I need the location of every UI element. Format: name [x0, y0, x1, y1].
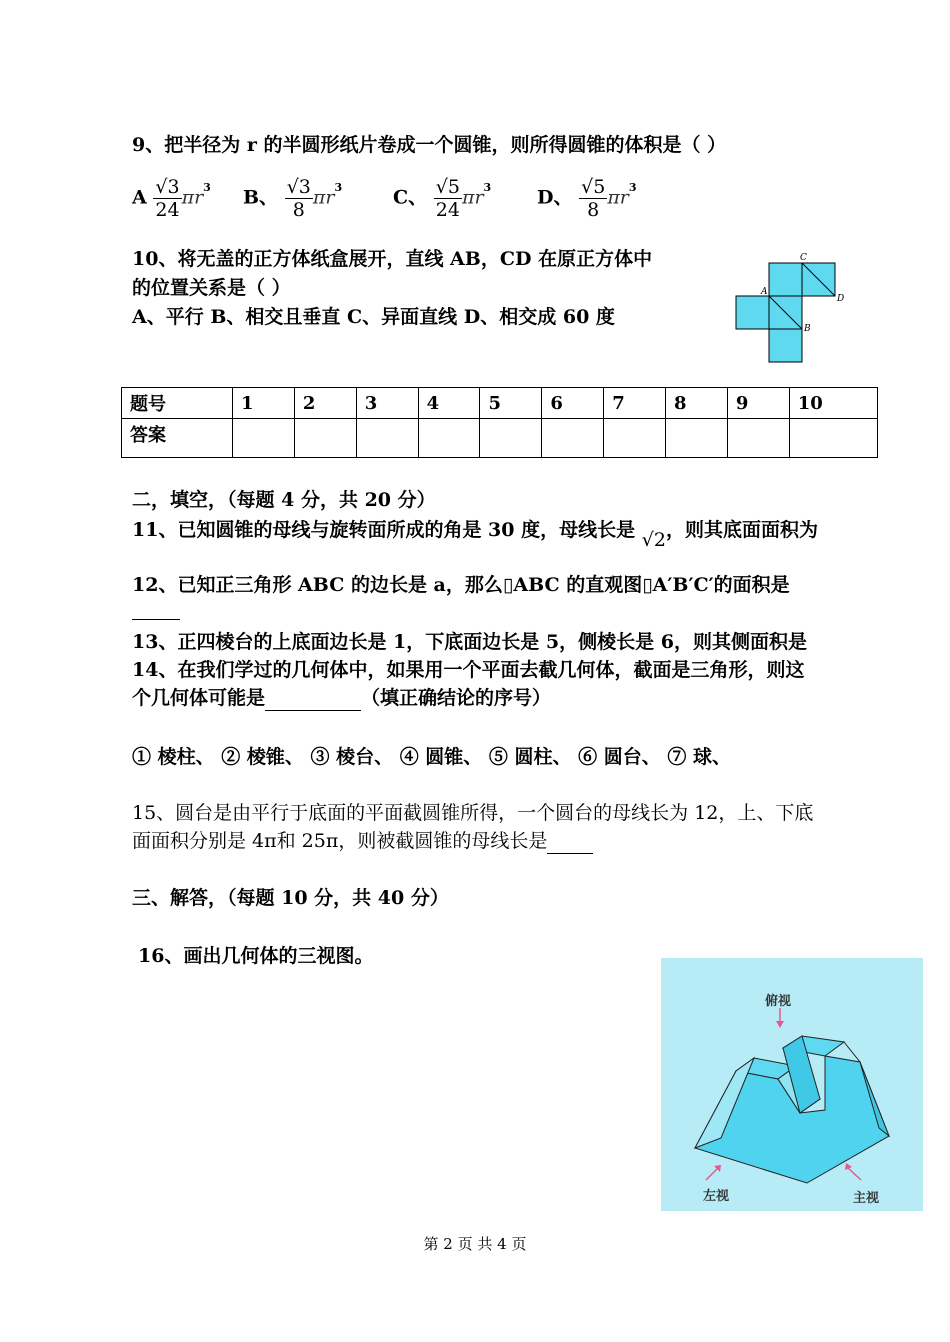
question-14-line2 — [132, 686, 551, 711]
question-12: 12、已知正三角形 ABC 的边长是 a，那么▯ABC 的直观图▯A′B′C′的面积是 — [132, 574, 790, 596]
section-2-heading: 二，填空，（每题 4 分，共 20 分） — [132, 489, 436, 511]
question-14-choices: ① 棱柱、 ② 棱锥、 ③ 棱台、 ④ 圆锥、 ⑤ 圆柱、 ⑥ 圆台、 ⑦ 球、 — [132, 746, 731, 768]
table-cell: 4 — [418, 388, 480, 419]
exponent: 3 — [628, 181, 637, 194]
pi-r: πr — [181, 186, 204, 209]
question-16: 16、画出几何体的三视图。 — [138, 945, 374, 967]
answer-cell[interactable] — [480, 419, 542, 458]
top-view-label: 俯视 — [765, 994, 792, 1009]
table-cell: 3 — [356, 388, 418, 419]
table-cell: 6 — [542, 388, 604, 419]
table-cell: 题号 — [122, 388, 233, 419]
exponent: 3 — [334, 181, 343, 194]
answer-cell[interactable] — [233, 419, 295, 458]
denominator: 24 — [155, 199, 180, 221]
table-row — [122, 388, 878, 419]
exponent: 3 — [203, 181, 211, 194]
table-cell: 7 — [604, 388, 666, 419]
q9-option-d — [537, 176, 637, 221]
front-view-label: 主视 — [853, 1191, 880, 1206]
label-b: B — [804, 324, 811, 334]
numerator: √3 — [286, 176, 311, 198]
question-10-line1: 10、将无盖的正方体纸盒展开，直线 AB，CD 在原正方体中 — [132, 248, 653, 270]
answer-cell[interactable] — [789, 419, 877, 458]
page-footer: 第 2 页 共 4 页 — [423, 1235, 527, 1253]
numerator: √5 — [581, 176, 606, 198]
answer-cell[interactable] — [356, 419, 418, 458]
answer-cell[interactable] — [666, 419, 728, 458]
question-9: 9、把半径为 r 的半圆形纸片卷成一个圆锥，则所得圆锥的体积是（ ） — [132, 134, 727, 156]
q14-text-a: 个几何体可能是 — [132, 687, 266, 709]
cube-net-figure — [730, 250, 850, 365]
fraction — [434, 176, 462, 221]
table-row — [122, 419, 878, 458]
question-14-line1: 14、在我们学过的几何体中，如果用一个平面去截几何体，截面是三角形，则这 — [132, 659, 805, 681]
exponent: 3 — [483, 181, 492, 194]
q15-text: 面面积分别是 4π和 25π，则被截圆锥的母线长是 — [132, 830, 548, 852]
answer-cell[interactable] — [727, 419, 789, 458]
answer-cell[interactable] — [604, 419, 666, 458]
label-a: A — [761, 287, 768, 297]
table-cell: 9 — [727, 388, 789, 419]
fraction — [579, 176, 607, 221]
table-cell: 5 — [480, 388, 542, 419]
question-10-line2: 的位置关系是（ ） — [132, 277, 291, 299]
pi-r: πr — [607, 186, 629, 209]
q15-answer-blank[interactable] — [547, 829, 593, 854]
denominator: 8 — [587, 199, 600, 221]
table-cell: 1 — [233, 388, 295, 419]
fraction — [285, 176, 313, 221]
left-view-label: 左视 — [703, 1189, 730, 1204]
table-cell: 10 — [789, 388, 877, 419]
q11-tail: ，则其底面面积为 — [665, 519, 818, 541]
question-10-options: A、平行 B、相交且垂直 C、异面直线 D、相交成 60 度 — [132, 306, 615, 328]
q9-option-b — [243, 176, 342, 221]
fraction — [153, 176, 181, 221]
question-15-line1: 15、圆台是由平行于底面的平面截圆锥所得，一个圆台的母线长为 12，上、下底 — [132, 802, 814, 824]
q9-option-c — [393, 176, 491, 221]
denominator: 24 — [435, 199, 460, 221]
label-d: D — [837, 294, 845, 304]
question-15-line2 — [132, 829, 593, 854]
option-label: A — [132, 186, 147, 209]
sqrt-2: √2 — [641, 529, 666, 551]
q9-option-a — [132, 176, 211, 221]
pi-r: πr — [312, 186, 335, 209]
question-11 — [132, 518, 818, 551]
table-cell: 2 — [294, 388, 356, 419]
option-label: B、 — [243, 186, 279, 209]
denominator: 8 — [292, 199, 305, 221]
solid-three-views-figure — [661, 958, 923, 1211]
answer-table — [121, 387, 878, 458]
numerator: √3 — [155, 176, 180, 198]
section-3-heading: 三、解答，（每题 10 分，共 40 分） — [132, 887, 449, 909]
answer-cell[interactable] — [542, 419, 604, 458]
option-label: D、 — [537, 186, 573, 209]
q11-text: 11、已知圆锥的母线与旋转面所成的角是 30 度，母线长是 — [132, 519, 636, 541]
answer-cell[interactable] — [418, 419, 480, 458]
label-c: C — [800, 253, 807, 263]
numerator: √5 — [435, 176, 460, 198]
table-cell: 答案 — [122, 419, 233, 458]
q14-answer-blank[interactable] — [265, 686, 361, 711]
option-label: C、 — [393, 186, 428, 209]
question-13: 13、正四棱台的上底面边长是 1，下底面边长是 5，侧棱长是 6，则其侧面积是 — [132, 631, 807, 653]
table-cell: 8 — [666, 388, 728, 419]
q14-text-b: （填正确结论的序号） — [361, 687, 552, 709]
answer-cell[interactable] — [294, 419, 356, 458]
q12-answer-blank[interactable] — [132, 619, 180, 620]
pi-r: πr — [461, 186, 484, 209]
